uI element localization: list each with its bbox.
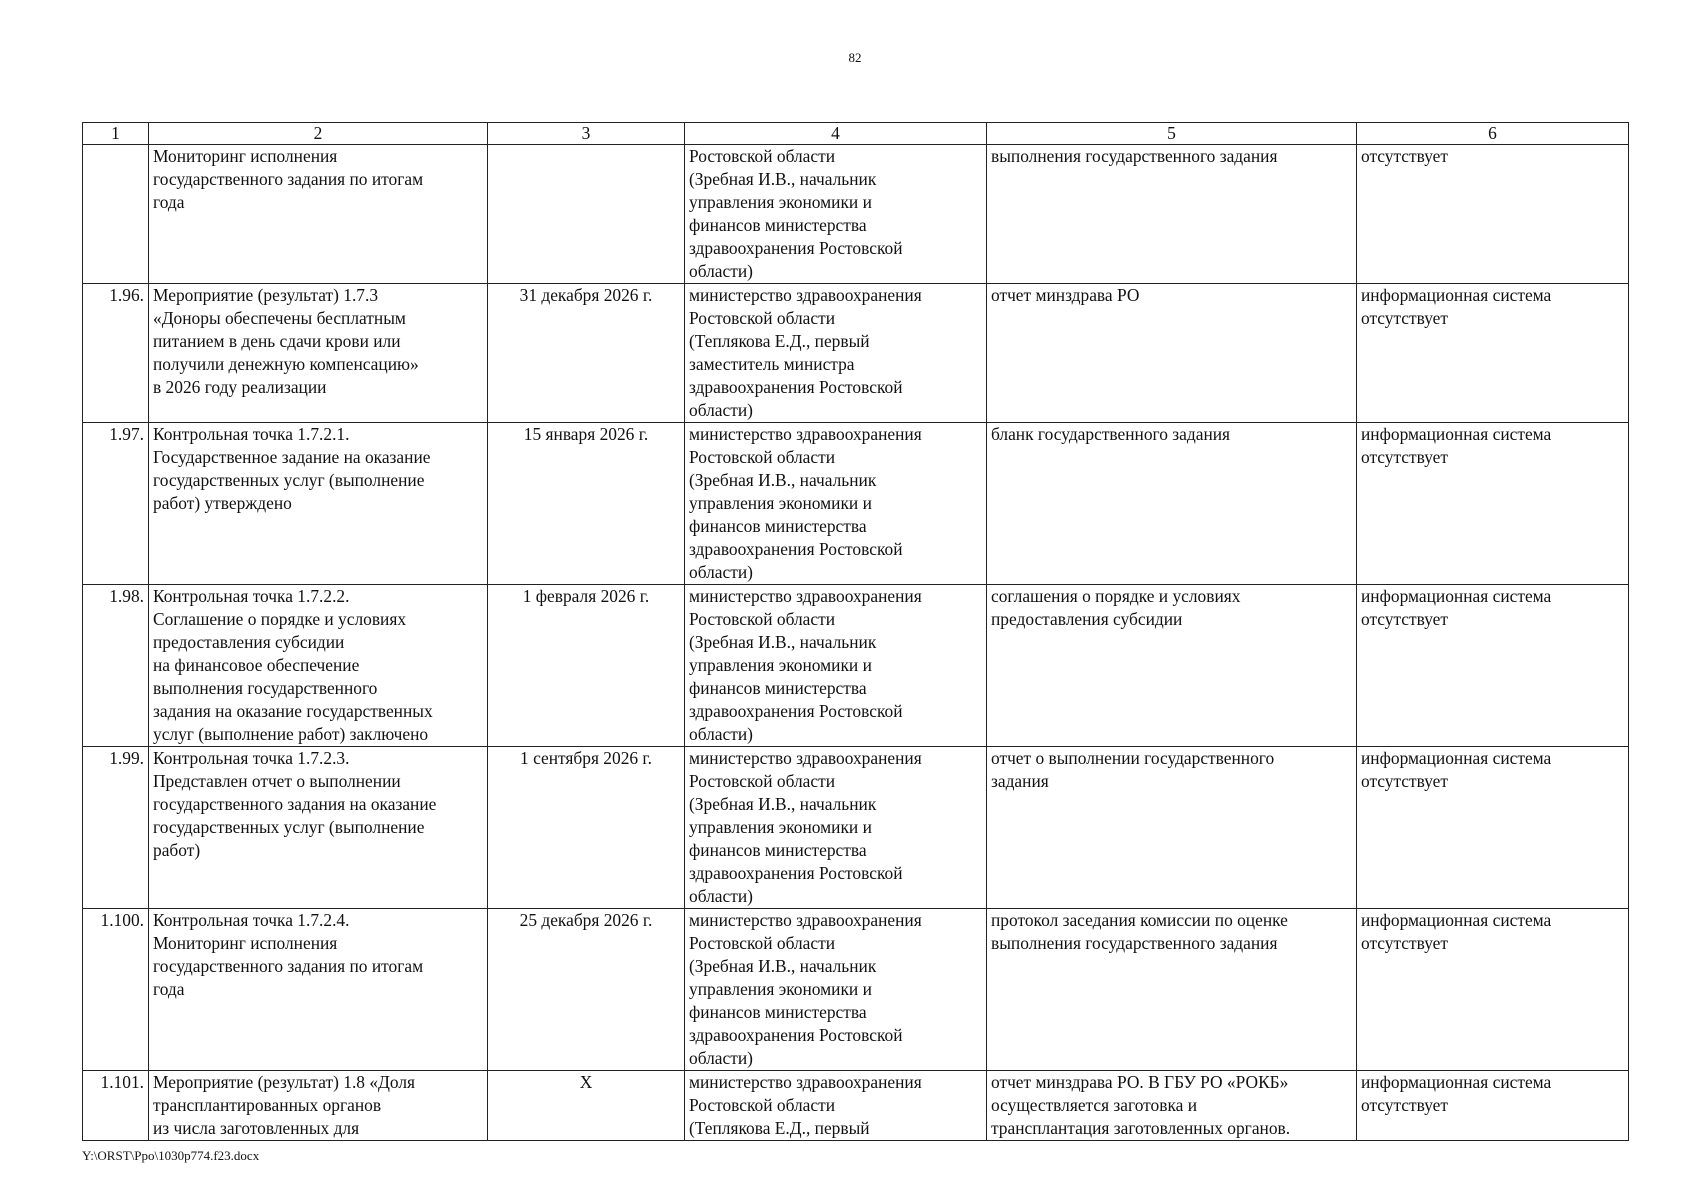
- deadline-date: 31 декабря 2026 г.: [488, 284, 685, 423]
- responsible-executor: министерство здравоохранения Ростовской области (Теплякова Е.Д., первый заместитель министра здравоохранения Ростовской области): [685, 284, 987, 423]
- table-row: [83, 1071, 1629, 1141]
- document-type: выполнения государственного задания: [987, 145, 1357, 284]
- plan-table: [82, 122, 1629, 1141]
- event-name: Мероприятие (результат) 1.8 «Доля трансплантированных органов из числа заготовленных для: [149, 1071, 488, 1141]
- file-path-footer: Y:\ORST\Ppo\1030p774.f23.docx: [82, 1148, 260, 1163]
- event-name: Контрольная точка 1.7.2.3. Представлен отчет о выполнении государственного задания на оказание государственных услуг (выполнение работ): [149, 747, 488, 909]
- column-header-2: 2: [149, 123, 488, 145]
- information-system: информационная система отсутствует: [1357, 585, 1629, 747]
- document-type: соглашения о порядке и условиях предоставления субсидии: [987, 585, 1357, 747]
- row-number: 1.98.: [83, 585, 149, 747]
- information-system: информационная система отсутствует: [1357, 423, 1629, 585]
- document-type: отчет минздрава РО: [987, 284, 1357, 423]
- document-type: протокол заседания комиссии по оценке выполнения государственного задания: [987, 909, 1357, 1071]
- column-header-6: 6: [1357, 123, 1629, 145]
- table-row: [83, 585, 1629, 747]
- row-number: 1.101.: [83, 1071, 149, 1141]
- row-number: 1.97.: [83, 423, 149, 585]
- event-name: Контрольная точка 1.7.2.2. Соглашение о порядке и условиях предоставления субсидии на финансовое обеспечение выполнения государственного задания на оказание государственных услуг (выполнение работ) заключено: [149, 585, 488, 747]
- table-row: [83, 747, 1629, 909]
- deadline-date: 1 февраля 2026 г.: [488, 585, 685, 747]
- deadline-date: 1 сентября 2026 г.: [488, 747, 685, 909]
- row-number: 1.99.: [83, 747, 149, 909]
- deadline-date: 25 декабря 2026 г.: [488, 909, 685, 1071]
- column-header-1: 1: [83, 123, 149, 145]
- document-type: бланк государственного задания: [987, 423, 1357, 585]
- document-type: отчет минздрава РО. В ГБУ РО «РОКБ» осуществляется заготовка и трансплантация заготовленных органов.: [987, 1071, 1357, 1141]
- responsible-executor: министерство здравоохранения Ростовской области (Зребная И.В., начальник управления экономики и финансов министерства здравоохранения Ростовской области): [685, 747, 987, 909]
- responsible-executor: министерство здравоохранения Ростовской области (Зребная И.В., начальник управления экономики и финансов министерства здравоохранения Ростовской области): [685, 909, 987, 1071]
- document-type: отчет о выполнении государственного задания: [987, 747, 1357, 909]
- responsible-executor: Ростовской области (Зребная И.В., начальник управления экономики и финансов министерства здравоохранения Ростовской области): [685, 145, 987, 284]
- information-system: информационная система отсутствует: [1357, 1071, 1629, 1141]
- deadline-date: [488, 145, 685, 284]
- column-header-3: 3: [488, 123, 685, 145]
- table-row: [83, 145, 1629, 284]
- column-header-4: 4: [685, 123, 987, 145]
- table-header-row: [83, 123, 1629, 145]
- event-name: Контрольная точка 1.7.2.1. Государственное задание на оказание государственных услуг (выполнение работ) утверждено: [149, 423, 488, 585]
- responsible-executor: министерство здравоохранения Ростовской области (Зребная И.В., начальник управления экономики и финансов министерства здравоохранения Ростовской области): [685, 585, 987, 747]
- column-header-5: 5: [987, 123, 1357, 145]
- event-name: Мониторинг исполнения государственного задания по итогам года: [149, 145, 488, 284]
- row-number: [83, 145, 149, 284]
- deadline-date: 15 января 2026 г.: [488, 423, 685, 585]
- responsible-executor: министерство здравоохранения Ростовской области (Теплякова Е.Д., первый: [685, 1071, 987, 1141]
- information-system: информационная система отсутствует: [1357, 747, 1629, 909]
- event-name: Контрольная точка 1.7.2.4. Мониторинг исполнения государственного задания по итогам года: [149, 909, 488, 1071]
- responsible-executor: министерство здравоохранения Ростовской области (Зребная И.В., начальник управления экономики и финансов министерства здравоохранения Ростовской области): [685, 423, 987, 585]
- information-system: информационная система отсутствует: [1357, 909, 1629, 1071]
- page-number: 82: [848, 50, 862, 65]
- row-number: 1.100.: [83, 909, 149, 1071]
- deadline-date: Х: [488, 1071, 685, 1141]
- table-row: [83, 909, 1629, 1071]
- table-row: [83, 423, 1629, 585]
- information-system: информационная система отсутствует: [1357, 284, 1629, 423]
- table-row: [83, 284, 1629, 423]
- information-system: отсутствует: [1357, 145, 1629, 284]
- row-number: 1.96.: [83, 284, 149, 423]
- event-name: Мероприятие (результат) 1.7.3 «Доноры обеспечены бесплатным питанием в день сдачи крови или получили денежную компенсацию» в 2026 году реализации: [149, 284, 488, 423]
